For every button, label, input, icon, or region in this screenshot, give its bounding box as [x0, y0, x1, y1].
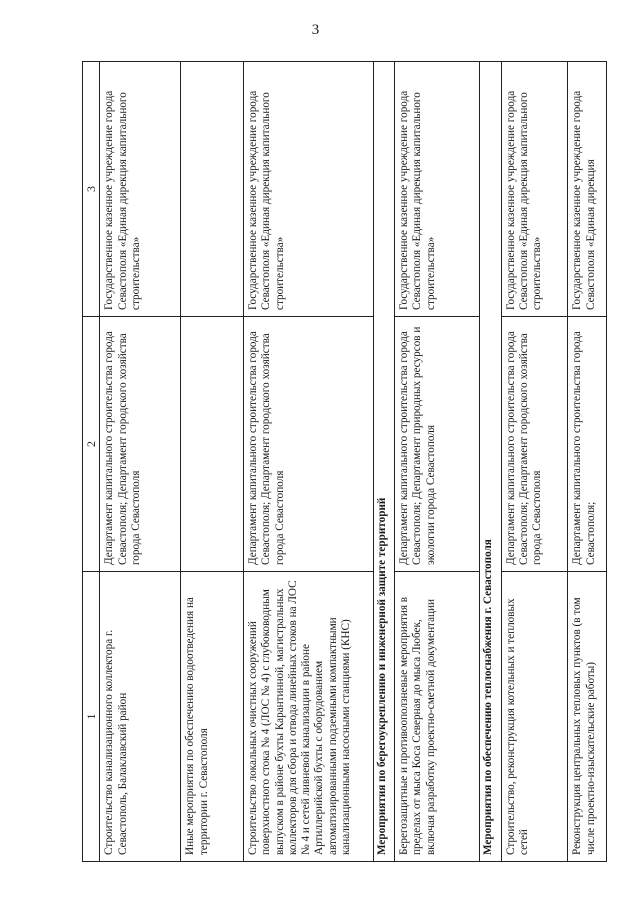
measures-table: [82, 61, 607, 862]
measure-cell: Реконструкция центральных тепловых пунктов (в том числе проектно-изыскательские работы): [568, 572, 607, 862]
table-row: [181, 62, 244, 862]
executor-cell: Государственное казенное учреждение города Севастополя «Единая дирекция капитального строительства»: [395, 62, 480, 317]
department-cell: [181, 317, 244, 572]
header-cell-3: 3: [83, 62, 100, 317]
section-row: [373, 62, 394, 862]
header-cell-1: 1: [83, 572, 100, 862]
department-cell: Департамент капитального строительства города Севастополя; Департамент городского хозяйства города Севастополя: [100, 317, 181, 572]
department-cell: Департамент капитального строительства города Севастополя; Департамент природных ресурсов и экологии города Севастополя: [395, 317, 480, 572]
executor-cell: Государственное казенное учреждение города Севастополя «Единая дирекция капитального строительства»: [244, 62, 374, 317]
measure-cell: Строительство канализационного коллектора г. Севастополь, Балаклавский район: [100, 572, 181, 862]
header-cell-2: 2: [83, 317, 100, 572]
rotated-table-frame: [82, 62, 607, 862]
section-title: Мероприятия по берегоукреплению и инженерной защите территорий: [373, 62, 394, 862]
page-number: 3: [311, 22, 320, 38]
measure-cell: Берегозащитные и противооползневые мероприятия в пределах от мыса Коса Северная до мыса Любек, включая разработку проектно-сметной документации: [395, 572, 480, 862]
executor-cell: Государственное казенное учреждение города Севастополя «Единая дирекция: [568, 62, 607, 317]
department-cell: Департамент капитального строительства города Севастополя;: [568, 317, 607, 572]
executor-cell: [181, 62, 244, 317]
table-header-row: [83, 62, 100, 862]
executor-cell: Государственное казенное учреждение города Севастополя «Единая дирекция капитального строительства»: [100, 62, 181, 317]
measure-cell: Строительство локальных очистных сооружений поверхностного стока № 4 (ЛОС № 4) с глубоководным выпуском в районе бухты Карантинной, магистральных коллекторов для сбора и отвода линейных стоков на ЛОС № 4 и сетей ливневой канализации в районе Артиллерийской бухты с оборудованием автоматизированными подземными компактными канализационными насосными станциями (КНС): [244, 572, 374, 862]
department-cell: Департамент капитального строительства города Севастополя; Департамент городского хозяйства города Севастополя: [501, 317, 568, 572]
department-cell: Департамент капитального строительства города Севастополя; Департамент городского хозяйства города Севастополя: [244, 317, 374, 572]
table-container: [82, 62, 607, 862]
measure-cell: Строительство, реконструкция котельных и тепловых сетей: [501, 572, 568, 862]
section-row: [480, 62, 501, 862]
table-row: [100, 62, 181, 862]
measure-cell: Иные мероприятия по обеспечению водоотведения на территории г. Севастополя: [181, 572, 244, 862]
section-title: Мероприятия по обеспечению теплоснабжения г. Севастополя: [480, 62, 501, 862]
table-row: [244, 62, 374, 862]
table-row: [501, 62, 568, 862]
table-row: [568, 62, 607, 862]
table-row: [395, 62, 480, 862]
executor-cell: Государственное казенное учреждение города Севастополя «Единая дирекция капитального строительства»: [501, 62, 568, 317]
